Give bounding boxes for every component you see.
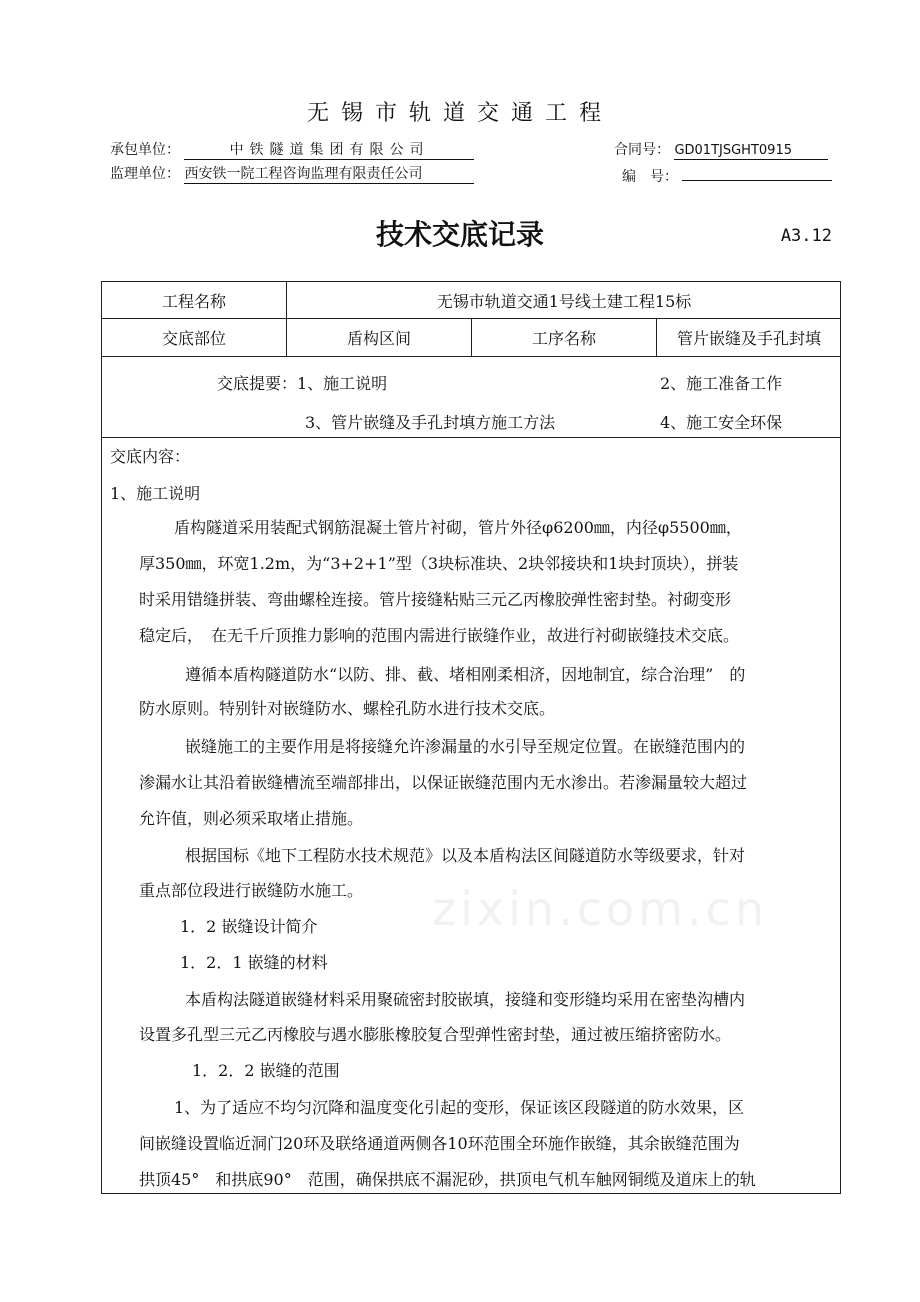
para-line: 拱顶45° 和拱底90° 范围，确保拱底不漏泥砂，拱顶电气机车触网铜缆及道床上的轨 [139, 1170, 756, 1189]
para-line: 允许值，则必须采取堵止措施。 [139, 809, 364, 828]
para-line: 本盾构法隧道嵌缝材料采用聚硫密封胶嵌填，接缝和变形缝均采用在密垫沟槽内 [185, 990, 746, 1009]
outline-item-1: 交底提要：1、施工说明 [217, 374, 388, 393]
contractor-label: 承包单位： [110, 142, 180, 158]
para-line: 嵌缝施工的主要作用是将接缝允许渗漏量的水引导至规定位置。在嵌缝范围内的 [185, 737, 746, 756]
project-name-label: 工程名称 [161, 291, 226, 311]
row-divider [102, 356, 840, 357]
contractor-value: 中铁隧道集团有限公司 [184, 142, 474, 160]
contract-label: 合同号： [614, 142, 670, 158]
supervisor-label: 监理单位： [110, 166, 180, 182]
content-heading: 交底内容： [110, 447, 191, 466]
outline-item-3: 3、管片嵌缝及手孔封填方施工方法 [305, 413, 556, 432]
supervisor-value: 西安铁一院工程咨询监理有限责任公司 [184, 166, 474, 184]
watermark: zixin.com.cn [432, 882, 769, 936]
para-line: 根据国标《地下工程防水技术规范》以及本盾构法区间隧道防水等级要求，针对 [185, 846, 746, 865]
subsection-heading: 1．2．1 嵌缝的材料 [180, 953, 328, 972]
para-line: 设置多孔型三元乙丙橡胶与遇水膨胀橡胶复合型弹性密封垫，通过被压缩挤密防水。 [139, 1025, 732, 1044]
number-value [682, 163, 832, 181]
outline-item-2: 2、施工准备工作 [660, 374, 783, 393]
form-title: 技术交底记录 [375, 218, 544, 251]
contractor-row [110, 139, 474, 160]
para-line: 渗漏水让其沿着嵌缝槽流至端部排出，以保证嵌缝范围内无水渗出。若渗漏量较大超过 [139, 773, 748, 792]
para-line: 重点部位段进行嵌缝防水施工。 [139, 881, 364, 900]
row-divider [102, 437, 840, 438]
para-line: 遵循本盾构隧道防水“以防、排、截、堵相刚柔相济，因地制宜，综合治理” 的 [185, 665, 746, 684]
para-line: 间嵌缝设置临近洞门20环及联络通道两侧各10环范围全环施作嵌缝，其余嵌缝范围为 [139, 1134, 740, 1153]
process-value: 管片嵌缝及手孔封填 [676, 329, 821, 348]
part-value: 盾构区间 [346, 329, 411, 348]
para-line: 1、为了适应不均匀沉降和温度变化引起的变形，保证该区段隧道的防水效果，区 [174, 1098, 745, 1117]
outline-item-4: 4、施工安全环保 [660, 413, 783, 432]
number-label: 编 号： [622, 169, 678, 185]
para-line: 稳定后， 在无千斤顶推力影响的范围内需进行嵌缝作业，故进行衬砌嵌缝技术交底。 [139, 626, 740, 645]
para-line: 时采用错缝拼装、弯曲螺栓连接。管片接缝粘贴三元乙丙橡胶弹性密封垫。衬砌变形 [139, 590, 732, 609]
record-sheet [101, 281, 841, 1194]
project-name-value: 无锡市轨道交通1号线土建工程15标 [436, 291, 692, 311]
para-line: 盾构隧道采用装配式钢筋混凝土管片衬砌，管片外径φ6200㎜，内径φ5500㎜， [174, 518, 742, 537]
process-label: 工序名称 [531, 329, 596, 348]
form-code: A3.12 [780, 226, 832, 246]
supervisor-row [110, 163, 474, 184]
para-line: 厚350㎜，环宽1.2m，为“3+2+1”型（3块标准块、2块邻接块和1块封顶块），拼装 [139, 554, 739, 573]
para-line: 防水原则。特别针对嵌缝防水、螺栓孔防水进行技术交底。 [139, 699, 556, 718]
part-label: 交底部位 [161, 329, 226, 348]
section-1-heading: 1、施工说明 [110, 484, 201, 503]
subsection-heading: 1．2．2 嵌缝的范围 [192, 1061, 340, 1080]
subsection-heading: 1．2 嵌缝设计简介 [180, 917, 318, 936]
project-title: 无锡市轨道交通工程 [306, 101, 613, 126]
contract-value: GD01TJSGHT0915 [674, 142, 828, 160]
number-row [622, 163, 832, 186]
contract-row [614, 139, 828, 160]
